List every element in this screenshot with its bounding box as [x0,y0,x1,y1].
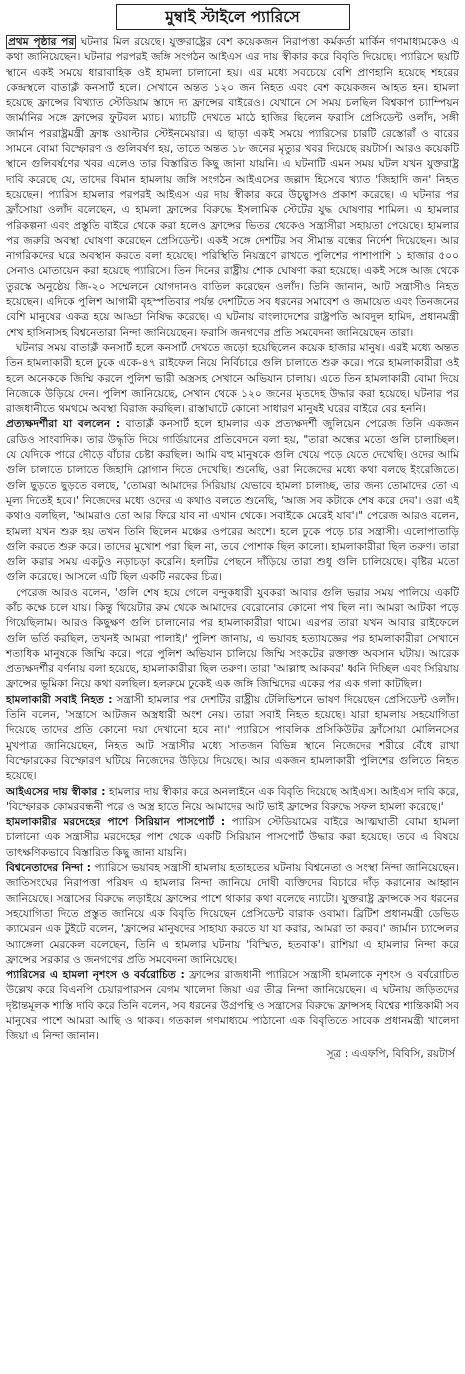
paragraph-is-claim [6,785,459,816]
paragraph-syrian-passport [6,815,459,861]
paragraph-text: ঘটনার মিল রয়েছে। যুক্তরাষ্ট্রের বেশ কয়েকজন নিরাপত্তা কর্মকর্তা মার্কিন গণমাধ্যমকেও এ কথা জানিয়েছেন। ঘটনার পরপরই জঙ্গি সংগঠন আইএস এর দায় স্বীকার করে বিবৃতি দিয়েছে। প্যারিসে ছয়টি স্থানে একই সময়ে ধারাবাহিক ওই হামলা চালানো হয়। এর মধ্যে সবচেয়ে বেশি প্রাণহানি হয়েছে শহরের কেন্দ্রস্থলে বাতাক্লঁ কনসার্ট হলে। সেখানে অন্তত ১২০ জন নিহত এবং বেশ কয়েকজন আহত হন। হামলা হয়েছে ফ্রান্সের বিখ্যাত স্টেডিয়াম স্তাদে দ্য ফ্রান্সের বাইরেও। যেখানে সে সময় চলছিল বিশ্বকাপ চ্যাম্পিয়ন জার্মানির সঙ্গে ফ্রান্সের ফুটবল ম্যাচ। ম্যাচটি দেখতে মাঠে হাজির ছিলেন ফরাসি প্রেসিডেন্ট ওলাঁদ, সঙ্গী জার্মান পররাষ্ট্রমন্ত্রী ফ্রাঙ্ক ওয়াল্টার স্টেইনমেয়ার। এ ছাড়া একই সময়ে প্যারিসের চারটি রেস্তোরাঁ ও বারের সামনে বোমা বিস্ফোরণ ও গুলিবর্ষণ হয়, তাতে অন্তত ১৮ জনের মৃত্যুর খবর দিয়েছে রয়টার্স। আরও কয়েকটি স্থানে গুলিবর্ষণের খবর এলেও তার বিস্তারিত কিছু জানা যায়নি। এ ঘটনাটি এমন সময় ঘটল যখন যুক্তরাষ্ট্র দাবি করেছে যে, তাদের বিমান হামলায় জঙ্গি সংগঠন আইএসের জল্লাদ হিসেবে খ্যাত 'জিহাদি জন' নিহত হয়েছেন। প্যারিস হামলার পরপরই আইএস এর দায় স্বীকার করে উচ্ছ্বাসও প্রকাশ করেছে। এ ঘটনার পর ফ্রাঁসোয়া ওলাঁদ বলেছেন, এ হামলা ফ্রান্সের বিরুদ্ধে ইসলামিক স্টেটের যুদ্ধ ঘোষণার শামিল। এ হামলার পরিকল্পনা এবং প্রস্তুতি বাইরে থেকে করা হলেও ফ্রান্সের ভিতর থেকেও সন্ত্রাসীরা সহায়তা পেয়েছে। হামলার পর জরুরি অবস্থা ঘোষণা করেছেন প্রেসিডেন্ট। একই সঙ্গে দেশটির সব সীমান্ত বন্ধের নির্দেশ দিয়েছেন। আর নাগরিকদের ঘরে অবস্থান করতে বলা হয়েছে। পরিস্থিতি নিয়ন্ত্রণে রাখতে পুলিশের পাশাপাশি ১ হাজার ৫০০ সেনাও মোতায়েন করা হয়েছে প্যারিসে। তিন দিনের রাষ্ট্রীয় শোক ঘোষণা করা হয়েছে। একই সঙ্গে আজ থেকে তুরস্কে অনুষ্ঠেয় জি-২০ সম্মেলনে যোগদানও বাতিল করেছেন ওলাঁদ। তিনি জানান, আট সন্ত্রাসীও নিহত হয়েছেন। এদিকে পুলিশ আগামী বৃহস্পতিবার পর্যন্ত দেশটিতে সব ধরনের সমাবেশ ও জমায়েত এবং তিনজনের বেশি মানুষের একত্র হয়ে আড্ডা নিষিদ্ধ করেছে। এ ঘটনায় বাংলাদেশের রাষ্ট্রপতি আবদুল হামিদ, প্রধানমন্ত্রী শেখ হাসিনাসহ বিশ্বনেতারা নিন্দা জানিয়েছেন। ফরাসি জনগণের প্রতি সমবেদনা জানিয়েছেন তারা। [6,36,460,339]
paragraph-text: হামলার দায় স্বীকার করে অনলাইনে এক বিবৃতি দিয়েছে আইএস। আইএস দাবি করে, 'বিস্ফোরক কোমরবন্ধনী পরে ও অস্ত্র হাতে নিয়ে আমাদের আট ভাই ফ্রান্সের বিরুদ্ধে সফল হামলা করেছে।' [6,785,459,813]
subhead-syrian-passport: হামলাকারীর মরদেহের পাশে সিরিয়ান পাসপোর্ট : [6,816,226,829]
paragraph-text: প্যারিসে ভয়াবহ সন্ত্রাসী হামলায় হতাহতের ঘটনায় বিশ্বনেতা ও সংস্থা নিন্দা জানিয়েছেন। জাতিসংঘের নিরাপত্তা পরিষদ এ হামলার নিন্দা জানিয়ে দোষী ব্যক্তিদের বিচারে দাঁড় করানোর আহ্বান জানিয়েছে। সন্ত্রাসের বিরুদ্ধে লড়াইয়ে ফ্রান্সের পাশে থাকার কথা বলেছে ন্যাটো। যুক্তরাষ্ট্র ফ্রান্সকে সব ধরনের সহযোগিতা দিতে প্রস্তুত জানিয়ে এক বিবৃতি দিয়েছেন প্রেসিডেন্ট বারাক ওবামা। ব্রিটিশ প্রধানমন্ত্রী ডেভিড ক্যামেরন এক টুইটে বলেন, 'ফ্রান্সের মানুষদের সাহায্য করতে যা যা করার, আমরা তা করব।' জার্মান চ্যান্সেলর অ্যাঙ্গেলা মেরকেল বলেছেন, তিনি এ হামলার ঘটনায় 'বিস্মিত, হতবাক'। রাশিয়া এ হামলার নিন্দা করে ফ্রান্সের সরকার ও জনগণের প্রতি সমবেদনা জানিয়েছে। [6,862,459,966]
subhead-barbaric: প্যারিসের এ হামলা নৃশংস ও বর্বরোচিত : [6,969,185,982]
subhead-attackers-killed: হামলাকারী সবাই নিহত : [6,693,113,706]
paragraph-perez [6,586,459,693]
continued-label: প্রথম পৃষ্ঠার পর [8,36,75,48]
paragraph-text: সন্ত্রাসী হামলার পর দেশটির রাষ্ট্রীয় টেলিভিশনে ভাষণ দিয়েছেন প্রেসিডেন্ট ওলাঁদ। তিনি বলেন, 'সন্ত্রাসে আটজন অস্ত্রধারী অংশ নেয়। তারা সবাই নিহত হয়েছে। যারা হামলায় সহযোগিতা দিয়েছে তাদের প্রতি কোনো দয়া দেখানো হবে না।' প্যারিসে পাবলিক প্রসিকিউটর ফ্রাঁসোয়া মোলিনসের মুখপাত্র জানিয়েছেন, নিহত আট সন্ত্রাসীর মধ্যে সাতজন বিভিন্ন স্থানে নিজেদের শরীরে বেঁধে রাখা বিস্ফোরকের বিস্ফোরণ ঘটিয়ে নিজেদের উড়িয়ে দিয়েছে। আর একজন হামলাকারী পুলিশের গুলিতে নিহত হয়েছে। [6,693,459,783]
paragraph-eyewitness [6,417,459,585]
paragraph-text: পেরেজ আরও বলেন, 'গুলি শেষ হয়ে গেলে বন্দুকধারী যুবকরা আবার গুলি ভরার সময় পালিয়ে একটি কাঁচ কক্ষে চলে যায়। কিন্তু থিয়েটার রুম থেকে আমাদের বেরোনোর কোনো পথ ছিল না। আমরা আটকা পড়ে গিয়েছিলাম। আরও কিছুক্ষণ গুলি চালানোর পর হামলাকারীরা থামে। এরপর তারা যখন আবার রাইফেলে গুলি ভর্তি করছিল, তখনই আমরা পালাই।' পুলিশ জানায়, এ ভয়াবহ হত্যাযজ্ঞের পর হামলাকারীরা সেখানে শতাধিক মানুষকে জিম্মি করে। পরে পুলিশ অভিযান চালিয়ে জিম্মি সংকটের রক্তাক্ত অবসান ঘটায়। আরেক প্রত্যক্ষদর্শীর বর্ণনায় বলা হয়েছে, হামলাকারীরা ছিল তরুণ। তারা 'আল্লাহু আকবর' ধ্বনি দিচ্ছিল এবং সিরিয়ায় ফ্রান্সের ভূমিকা নিয়ে কথা বলছিল। হলরুমে ঢুকেই এক জঙ্গি জিম্মিদের একের পর এক গলা কাটছিল। [6,586,459,691]
paragraph-attackers-killed [6,693,459,785]
paragraph-world-leaders [6,861,459,968]
paragraph-text: ঘটনার সময় বাতাক্লঁ কনসার্ট হলে কনসার্ট দেখতে জড়ো হয়েছিলেন কয়েক হাজার মানুষ। এরই মধ্যে অন্তত তিন হামলাকারী হলে ঢুকে একে-৪৭ রাইফেল নিয়ে নির্বিচারে গুলি চালাতে শুরু করে। পরে হামলাকারীরা ওই হলে অনেককে জিম্মি করলে পুলিশ ভারী অস্ত্রসহ সেখানে অভিযান চালায়। এতে তিন হামলাকারী বোমা দিয়ে নিজেকে উড়িয়ে দেন। পুলিশ জানিয়েছে, সেখান থেকে ১২০ জনের মৃতদেহ উদ্ধার করা হয়েছে। ঘটনার পর রাজধানীতে থমথমে অবস্থা বিরাজ করছিল। রাস্তাঘাটে কোনো সাধারণ মানুষই ঘরের বাইরে বের হননি। [6,341,459,416]
paragraph-lead [6,35,459,341]
subhead-world-leaders: বিশ্বনেতাদের নিন্দা : [6,862,92,875]
paragraph-text: ফ্রান্সের রাজধানী প্যারিসে সন্ত্রাসী হামলাকে নৃশংস ও বর্বরোচিত উল্লেখ করে বিএনপি চেয়ারপারসন বেগম খালেদা জিয়া এর তীব্র নিন্দা জানিয়েছেন। এ ঘটনায় জড়িতদের দৃষ্টান্তমূলক শাস্তি দাবি করে তিনি বলেন, সব ধরনের উগ্রপন্থি ও সন্ত্রাসের বিরুদ্ধে ফ্রান্সসহ বিশ্বের শান্তিকামী সব মানুষের পাশে আমরা আছি ও থাকব। গতকাল গণমাধ্যমে পাঠানো এক বিবৃতিতে সাবেক প্রধানমন্ত্রী খালেদা জিয়া এ নিন্দা জানান। [6,969,460,1043]
subhead-eyewitness: প্রত্যক্ষদর্শীরা যা বললেন : [6,418,121,431]
paragraph-barbaric [6,968,459,1044]
paragraph-text: বাতাক্লঁ কনসার্ট হলে হামলার এক প্রত্যক্ষদর্শী জুলিয়েন পেরেজ তিনি একজন রেডিও সাংবাদিক। তার উদ্ধৃতি দিয়ে গার্ডিয়ানের প্রতিবেদনে বলা হয়, "তারা অন্ধের মতো গুলি চালাচ্ছিল। যে যেদিকে পারে দৌড়ে বাঁচার চেষ্টা করছিল। আমি বহু মানুষকে গুলি খেয়ে পড়ে যেতে দেখেছি। ওদের আমি গুলি চালাতে চালাতে জিহাদি স্লোগান দিতে দেখেছি। শুনেছি, ওরা নিজেদের মধ্যে কথা বলছে ইংরেজিতে। গুলি ছুড়তে ছুড়তে বলছে, 'তোমরা আমাদের সিরিয়ায় যেভাবে হামলা চালাচ্ছ, তার জন্য তোমাদের তো এ মূল্য দিতেই হবে।' নিজেদের মধ্যে ওদের এ কথাও বলতে শুনেছি, 'আজ সব কটাকে শেষ করে দেব'। ওরা এই কথাও বলছিল, 'আমরাও তো আর ফিরে যাব না এখান থেকে। সবাইকে মেরেই যাব'।" পেরেজ আরও বলেন, হামলা যখন শুরু হয় তখন তিনি ছিলেন মঞ্চের ওপরের অংশে। হলে ঢুকে পড়ে চার সন্ত্রাসী। এলোপাতাড়ি গুলি করতে শুরু করে। তাদের মুখোশ পরা ছিল না, তবে পোশাক ছিল কালো। হামলাকারীরা ছিল তরুণ। তারা গুলি করার সময় একটুও নড়াচড়া করেনি। হলটির পেছনে দাঁড়িয়ে তারা শুধু গুলি চালিয়েছে। বৃষ্টির মতো গুলি করেছে। আসলে এটি ছিল একটি নরকের চিত্র। [6,418,460,584]
paragraph-text: প্যারিস স্টেডিয়ামের বাইরে আত্মঘাতী বোমা হামলা চালানো এক সন্ত্রাসীর মরদেহের পাশ থেকে একটি সিরিয়ান পাসপোর্ট উদ্ধার করা হয়েছে। তবে এ বিষয়ে তাৎক্ষণিকভাবে বিস্তারিত কিছু জানা যায়নি। [6,816,459,859]
subhead-is-claim: আইএসের দায় স্বীকার : [6,785,106,798]
source-credit: সূত্র : এএফপি, বিবিসি, রয়টার্স [326,1047,455,1060]
headline: মুম্বাই স্টাইলে প্যারিসে [116,4,350,30]
paragraph-concert-hall [6,341,459,417]
